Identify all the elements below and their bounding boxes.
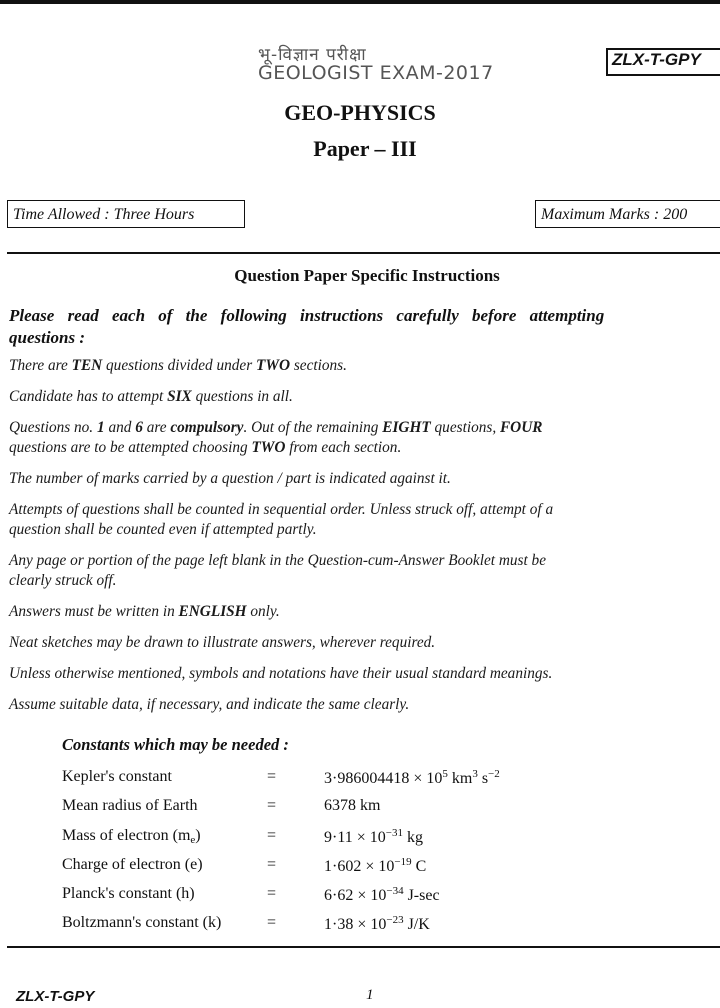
constant-equals: = (267, 827, 277, 844)
value-exponent: −2 (488, 768, 500, 780)
instruction-item (9, 551, 720, 591)
paper-number: Paper – III (313, 136, 417, 161)
name-subscript: e (190, 834, 196, 846)
maximum-marks: Maximum Marks : 200 (535, 200, 720, 228)
constant-value (324, 856, 426, 876)
instruction-text: only. (246, 603, 280, 620)
time-allowed: Time Allowed : Three Hours (7, 200, 245, 228)
constants-title: Constants which may be needed : (62, 735, 289, 754)
instruction-text: Candidate has to attempt (9, 388, 168, 405)
value-exponent: −31 (385, 827, 403, 839)
constant-equals: = (267, 797, 277, 814)
instruction-emphasis: 1 (96, 419, 105, 436)
instruction-text: questions in all. (191, 388, 293, 405)
exam-stamp-hindi: भू-विज्ञान परीक्षा (258, 45, 367, 65)
instruction-text: and (104, 419, 136, 436)
instruction-text: There are (9, 357, 72, 374)
instruction-text: from each section. (285, 439, 402, 456)
instructions-list (9, 356, 720, 715)
constant-name: Boltzmann's constant (k) (62, 914, 222, 931)
instruction-item: The number of marks carried by a question / part is indicated against it. (9, 470, 451, 487)
name-text: ) (195, 827, 201, 844)
instruction-text: . Out of the remaining (243, 419, 383, 436)
instruction-emphasis: 6 (135, 419, 143, 436)
constant-name: Mean radius of Earth (62, 797, 198, 814)
instruction-emphasis: TEN (71, 357, 103, 374)
name-text: Mass of electron (m (62, 827, 191, 844)
divider-top (7, 252, 720, 254)
footer-paper-code: ZLX-T-GPY (16, 988, 95, 1005)
value-exponent: −34 (386, 885, 404, 897)
value-unit: C (411, 858, 427, 875)
constant-equals: = (267, 768, 277, 785)
constant-value (324, 914, 430, 934)
value-unit: J/K (403, 916, 430, 933)
instruction-item (9, 356, 720, 376)
instruction-line (9, 438, 720, 458)
instruction-text: sections. (290, 357, 347, 374)
instruction-item: Neat sketches may be drawn to illustrate answers, wherever required. (9, 634, 436, 651)
paper-code: ZLX-T-GPY (612, 50, 701, 69)
value-exponent: −23 (386, 914, 404, 926)
constant-equals: = (267, 914, 277, 931)
page-number: 1 (366, 987, 374, 1003)
instruction-item (9, 418, 720, 458)
value-unit: J-sec (403, 887, 440, 904)
instruction-emphasis: ENGLISH (178, 603, 247, 620)
value-exponent: −19 (394, 856, 412, 868)
value-exponent: 5 (442, 768, 448, 780)
instruction-emphasis: compulsory (170, 419, 244, 436)
constant-equals: = (267, 856, 277, 873)
constant-value (324, 827, 423, 847)
instruction-line: question shall be counted even if attempted partly. (9, 521, 317, 538)
exam-stamp-english: GEOLOGIST EXAM-2017 (258, 62, 494, 84)
value-mantissa: 3·986004418 × 10 (324, 770, 443, 787)
constant-value (324, 885, 440, 905)
value-unit: s (477, 770, 489, 787)
instruction-text: Questions no. (9, 419, 97, 436)
constant-equals: = (267, 885, 277, 902)
instruction-item: Unless otherwise mentioned, symbols and notations have their usual standard meanings. (9, 665, 553, 682)
intro-line-1: Please read each of the following instructions carefully before attempting (9, 306, 605, 325)
top-border (0, 0, 720, 4)
instruction-item (9, 602, 720, 622)
instructions-intro (9, 305, 720, 349)
instruction-text: are (142, 419, 171, 436)
constant-name: Planck's constant (h) (62, 885, 195, 902)
instruction-line: Attempts of questions shall be counted in sequential order. Unless struck off, attempt of a (9, 501, 554, 518)
value-unit: km (447, 770, 473, 787)
value-exponent: 3 (472, 768, 478, 780)
instructions-heading: Question Paper Specific Instructions (234, 266, 500, 285)
constant-value (324, 768, 500, 788)
instruction-emphasis: EIGHT (382, 419, 431, 436)
instruction-text: Answers must be written in (9, 603, 179, 620)
value-mantissa: 6·62 × 10 (324, 887, 387, 904)
constant-name (62, 827, 201, 846)
value-mantissa: 9·11 × 10 (324, 829, 386, 846)
instruction-text: questions, (430, 419, 500, 436)
instruction-text: questions divided under (102, 357, 257, 374)
value-unit: kg (402, 829, 423, 846)
value-mantissa: 1·602 × 10 (324, 858, 395, 875)
constant-name: Charge of electron (e) (62, 856, 203, 873)
constant-name: Kepler's constant (62, 768, 172, 785)
instruction-emphasis: TWO (251, 439, 286, 456)
instruction-emphasis: FOUR (499, 419, 543, 436)
instruction-item (9, 500, 720, 540)
instruction-item (9, 387, 720, 407)
value-mantissa: 1·38 × 10 (324, 916, 387, 933)
instruction-emphasis: SIX (167, 388, 192, 405)
instruction-item: Assume suitable data, if necessary, and indicate the same clearly. (9, 696, 410, 713)
instruction-emphasis: TWO (256, 357, 291, 374)
intro-line-2: questions : (9, 328, 86, 347)
instruction-line: Any page or portion of the page left blank in the Question-cum-Answer Booklet must be (9, 552, 546, 569)
constant-value: 6378 km (324, 797, 381, 814)
divider-bottom (7, 946, 720, 948)
subject-title: GEO-PHYSICS (284, 100, 436, 125)
instruction-line (9, 418, 720, 438)
instruction-line: clearly struck off. (9, 572, 117, 589)
instruction-text: questions are to be attempted choosing (9, 439, 252, 456)
